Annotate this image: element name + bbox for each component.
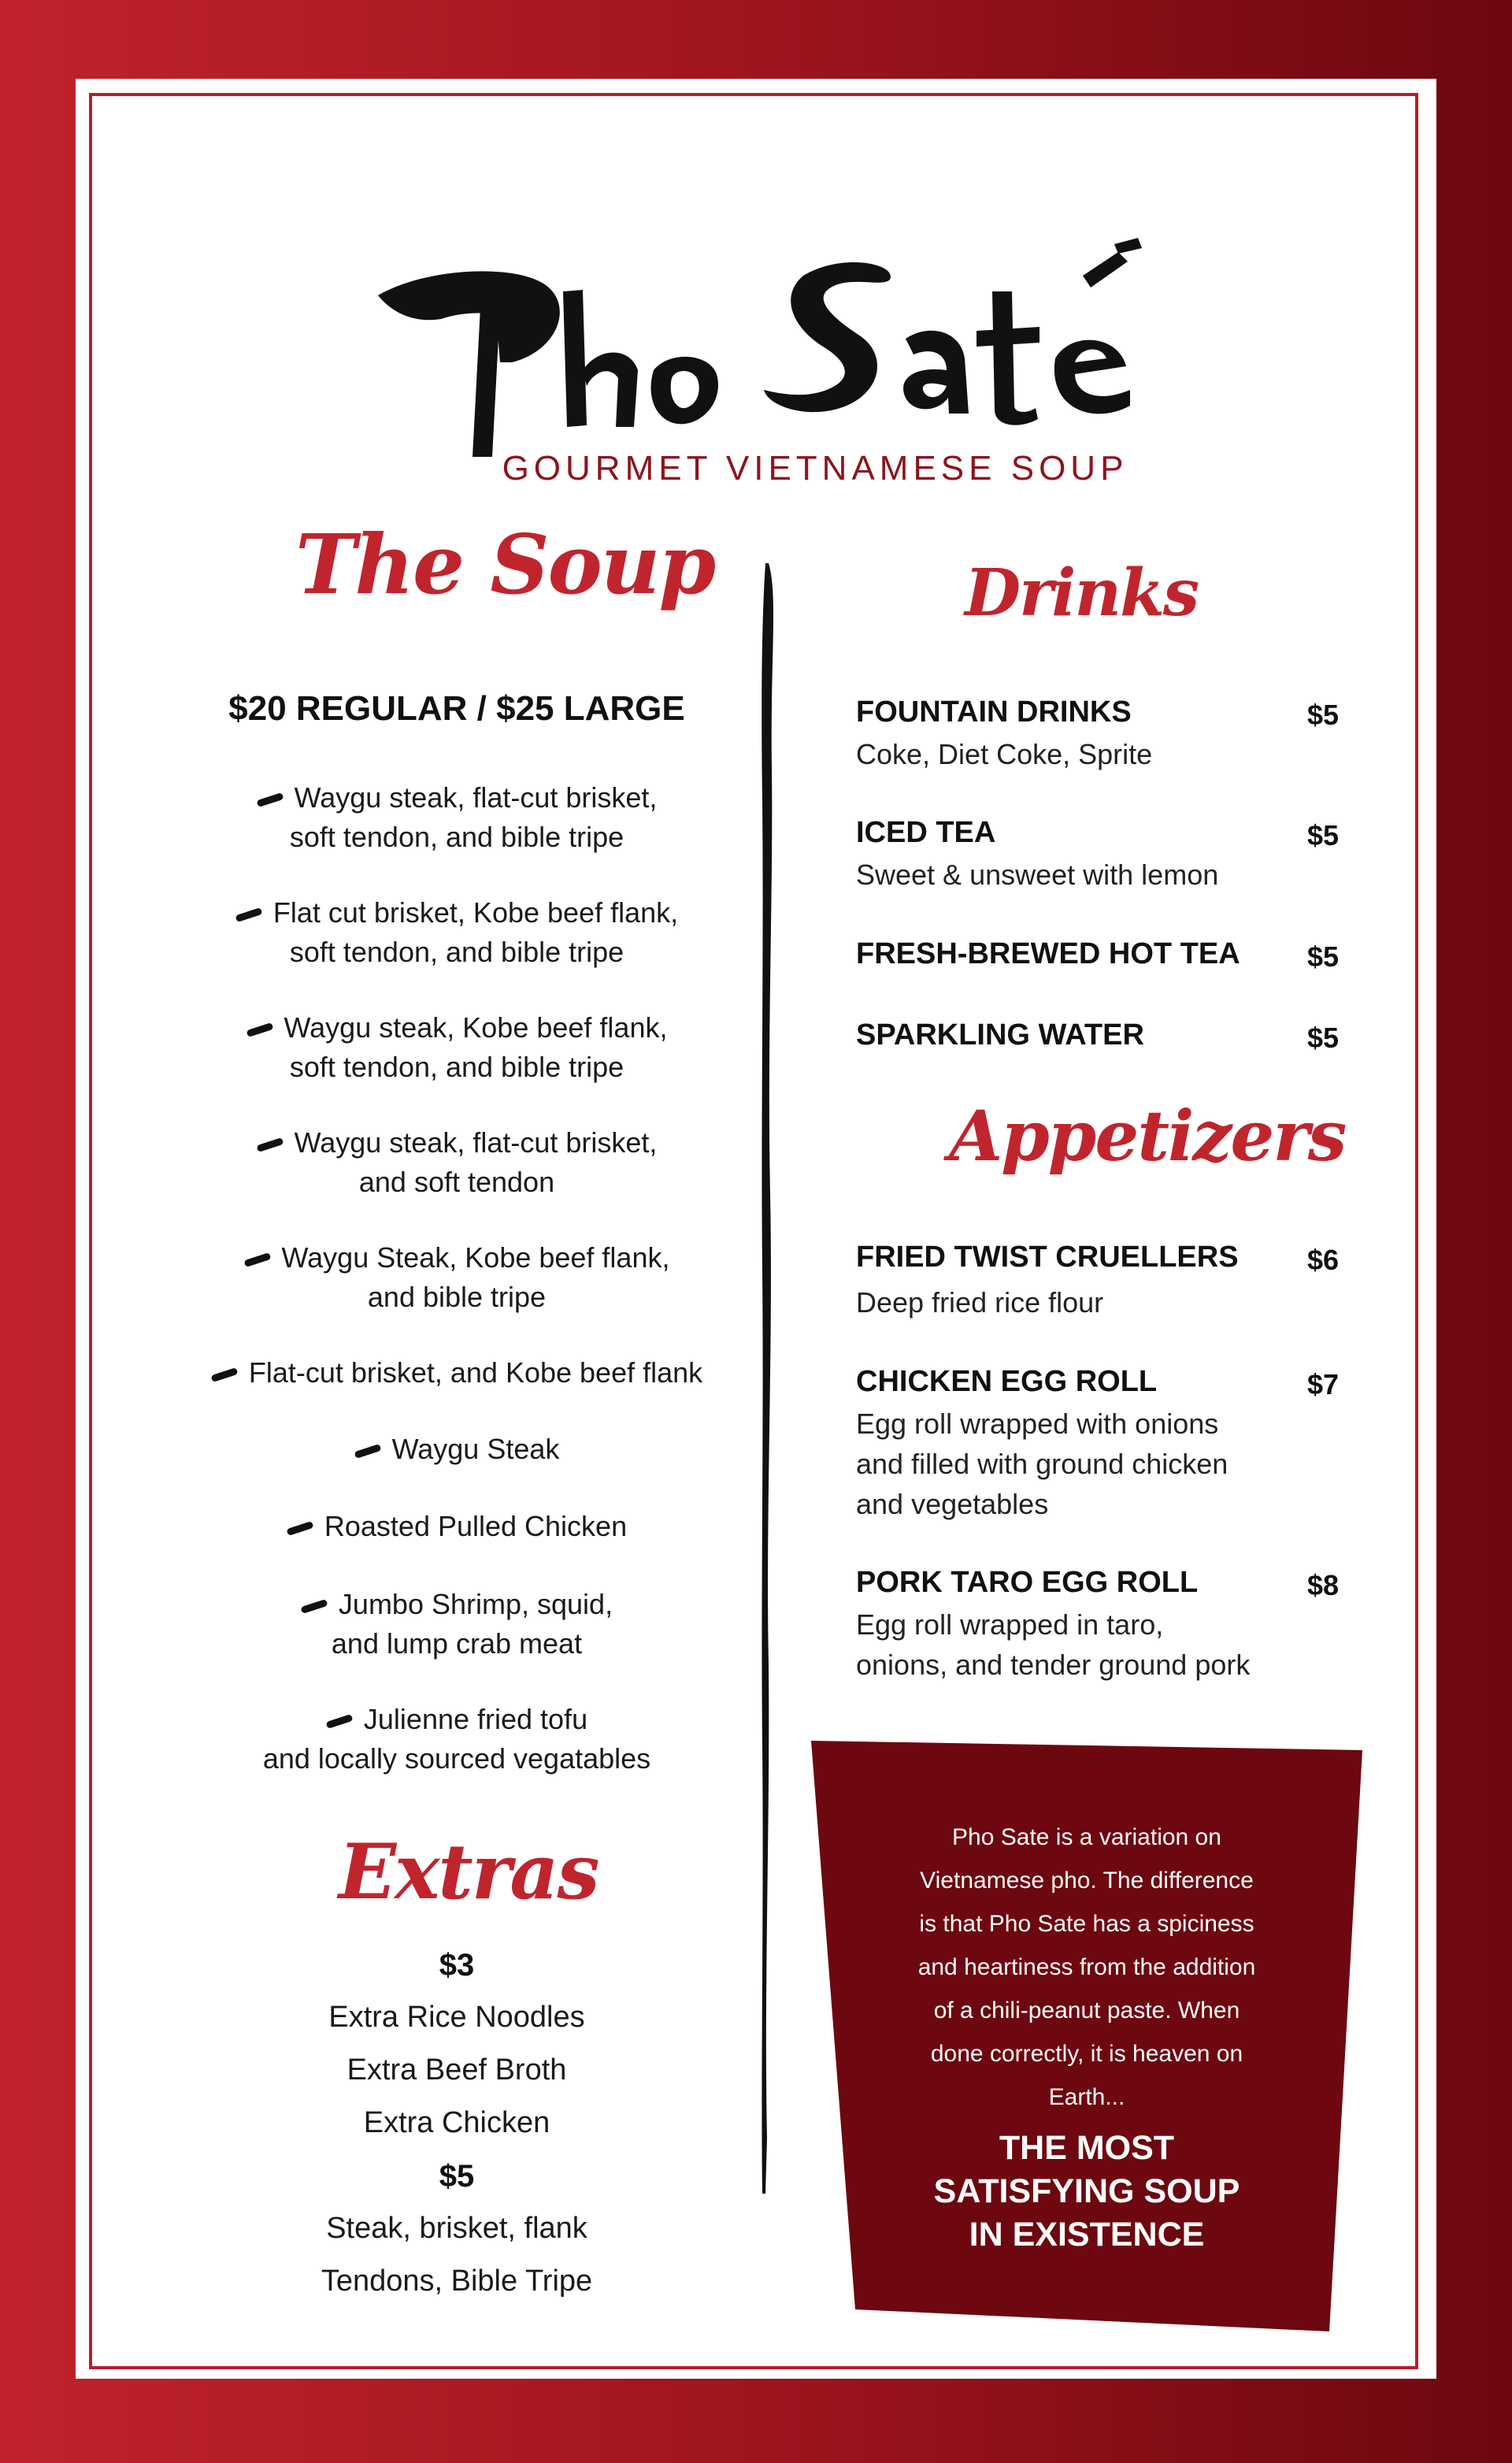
drink-desc: Coke, Diet Coke, Sprite <box>856 738 1153 770</box>
brush-dash-icon <box>300 1599 328 1614</box>
soup-item-5: Waygu Steak, Kobe beef flank, and bible tripe <box>142 1238 772 1317</box>
appetizers-heading: Appetizers <box>949 1095 1346 1177</box>
appetizer-price: $6 <box>1306 1244 1339 1276</box>
about-headline: THE MOST SATISFYING SOUP IN EXISTENCE <box>933 2129 1240 2253</box>
drink-name: ICED TEA <box>856 816 996 849</box>
soup-item-3: Waygu steak, Kobe beef flank, soft tendon, and bible tripe <box>142 1008 772 1087</box>
soup-price-line: $20 REGULAR / $25 LARGE <box>228 689 685 728</box>
drink-price: $5 <box>1306 699 1339 731</box>
soup-heading: The Soup <box>295 516 715 613</box>
extras-item: Extra Beef Broth <box>346 2053 567 2087</box>
soup-item-7: Waygu Steak <box>142 1430 772 1469</box>
brush-dash-icon <box>256 1137 284 1152</box>
brush-divider <box>747 563 786 2194</box>
appetizer-price: $7 <box>1306 1368 1339 1400</box>
drink-name: SPARKLING WATER <box>856 1018 1144 1052</box>
drink-price: $5 <box>1306 940 1339 973</box>
brush-dash-icon <box>256 792 284 807</box>
drinks-heading: Drinks <box>965 555 1199 631</box>
brush-dash-icon <box>210 1367 238 1382</box>
drink-name: FOUNTAIN DRINKS <box>856 696 1132 729</box>
drink-name: FRESH-BREWED HOT TEA <box>856 937 1240 970</box>
soup-item-10: Julienne fried tofu and locally sourced vegatables <box>262 1703 651 1775</box>
about-text: Pho Sate is a variation on Vietnamese pho. The difference is that Pho Sate has a spiciness and heartiness from the addition of a chili-peanut paste. When done correctly, it is heaven on Earth... <box>917 1824 1256 2110</box>
tagline: GOURMET VIETNAMESE SOUP <box>502 449 1128 488</box>
logo <box>362 221 1150 488</box>
soup-item-9: Jumbo Shrimp, squid, and lump crab meat <box>142 1585 772 1664</box>
brush-dash-icon <box>286 1521 313 1536</box>
brush-dash-icon <box>243 1252 271 1267</box>
soup-item-1: Waygu steak, flat-cut brisket, soft tendon, and bible tripe <box>142 778 772 857</box>
extras-item: Extra Rice Noodles <box>328 2001 585 2034</box>
soup-item-6: Flat-cut brisket, and Kobe beef flank <box>142 1353 772 1393</box>
appetizer-desc: Deep fried rice flour <box>856 1286 1104 1319</box>
brush-dash-icon <box>354 1444 381 1459</box>
appetizer-desc: Egg roll wrapped in taro, onions, and tender ground pork <box>856 1608 1251 1681</box>
brush-dash-icon <box>325 1714 353 1729</box>
drink-price: $5 <box>1306 819 1339 851</box>
extras-price-3: $3 <box>439 1948 475 1983</box>
soup-item-8: Roasted Pulled Chicken <box>142 1507 772 1546</box>
drink-desc: Sweet & unsweet with lemon <box>856 859 1219 891</box>
appetizer-name: FRIED TWIST CRUELLERS <box>856 1241 1239 1274</box>
extras-item: Steak, brisket, flank <box>326 2212 587 2245</box>
about-box <box>811 1741 1362 2331</box>
appetizer-name: PORK TARO EGG ROLL <box>856 1566 1199 1599</box>
extras-item: Tendons, Bible Tripe <box>321 2265 593 2298</box>
extras-item: Extra Chicken <box>363 2106 550 2139</box>
appetizer-name: CHICKEN EGG ROLL <box>856 1365 1158 1398</box>
extras-price-5: $5 <box>439 2159 475 2194</box>
extras-heading: Extras <box>339 1827 598 1916</box>
drink-price: $5 <box>1306 1022 1339 1054</box>
brush-dash-icon <box>246 1022 273 1037</box>
appetizer-price: $8 <box>1306 1569 1339 1601</box>
brush-dash-icon <box>235 907 262 922</box>
logo-brush-art <box>362 221 1150 488</box>
soup-item-2: Flat cut brisket, Kobe beef flank, soft tendon, and bible tripe <box>142 893 772 972</box>
soup-item-4: Waygu steak, flat-cut brisket, and soft tendon <box>142 1123 772 1202</box>
appetizer-desc: Egg roll wrapped with onions and filled with ground chicken and vegetables <box>856 1408 1228 1520</box>
